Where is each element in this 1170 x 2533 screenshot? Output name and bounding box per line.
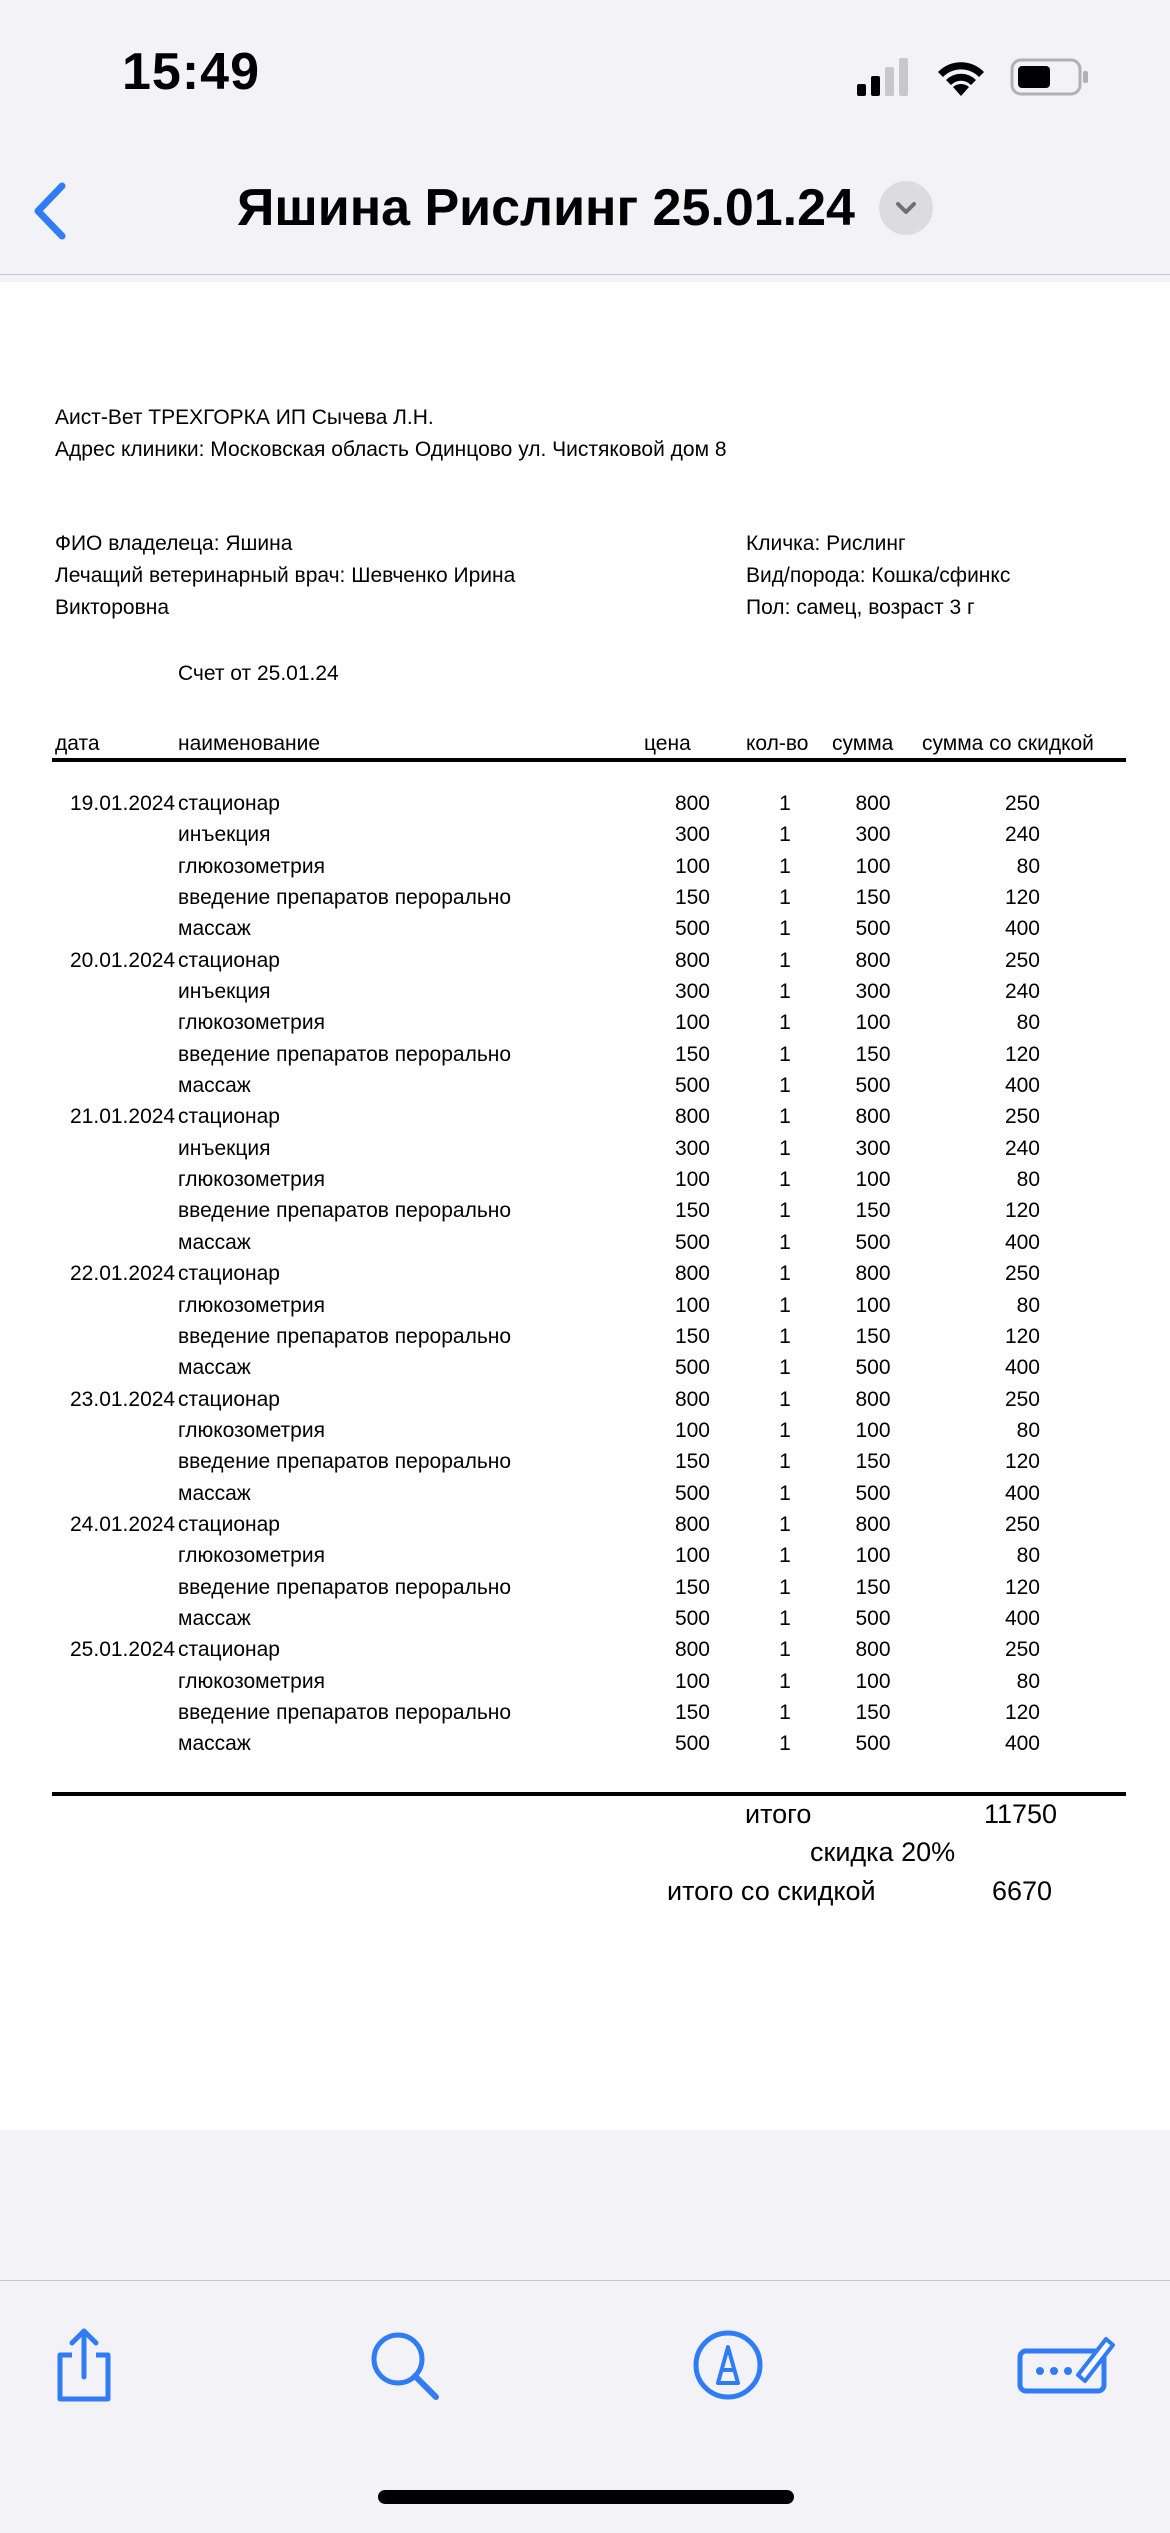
row-price: 500 xyxy=(674,1606,710,1630)
table-row xyxy=(0,790,1170,821)
row-name: введение препаратов перорально xyxy=(178,1575,512,1599)
table-row xyxy=(0,1135,1170,1166)
table-row xyxy=(0,978,1170,1009)
row-name: введение препаратов перорально xyxy=(178,1199,512,1223)
table-row xyxy=(0,1417,1170,1448)
row-qty: 1 xyxy=(779,1168,791,1192)
row-qty: 1 xyxy=(779,854,791,878)
row-discount-sum: 80 xyxy=(1016,1669,1040,1693)
row-price: 100 xyxy=(674,1011,710,1035)
row-sum: 150 xyxy=(855,1324,891,1348)
row-sum: 500 xyxy=(855,917,891,941)
row-qty: 1 xyxy=(779,1700,791,1724)
row-discount-sum: 120 xyxy=(1004,1199,1040,1223)
row-name: стационар xyxy=(178,1387,280,1411)
row-sum: 500 xyxy=(855,1074,891,1098)
table-row xyxy=(0,1636,1170,1667)
row-qty: 1 xyxy=(779,1136,791,1160)
row-date: 25.01.2024 xyxy=(70,1638,176,1662)
row-price: 300 xyxy=(674,1136,710,1160)
row-name: глюкозометрия xyxy=(178,1168,325,1192)
row-name: массаж xyxy=(178,1606,251,1630)
row-qty: 1 xyxy=(779,1324,791,1348)
row-price: 150 xyxy=(674,886,710,910)
row-sum: 500 xyxy=(855,1230,891,1254)
row-qty: 1 xyxy=(779,1293,791,1317)
header-date: дата xyxy=(55,732,100,755)
row-name: массаж xyxy=(178,1074,251,1098)
share-icon[interactable] xyxy=(44,2325,124,2405)
row-name: глюкозометрия xyxy=(178,1544,325,1568)
table-row xyxy=(0,1605,1170,1636)
row-qty: 1 xyxy=(779,886,791,910)
table-row xyxy=(0,884,1170,915)
row-name: инъекция xyxy=(178,1136,271,1160)
title-menu-button[interactable] xyxy=(879,181,933,235)
row-price: 500 xyxy=(674,1230,710,1254)
table-row xyxy=(0,1292,1170,1323)
pet-sex-age: Пол: самец, возраст 3 г xyxy=(746,596,975,619)
row-name: инъекция xyxy=(178,823,271,847)
row-name: стационар xyxy=(178,1262,280,1286)
row-name: массаж xyxy=(178,1230,251,1254)
row-price: 500 xyxy=(674,1481,710,1505)
row-discount-sum: 400 xyxy=(1004,1356,1040,1380)
row-price: 500 xyxy=(674,1356,710,1380)
row-name: введение препаратов перорально xyxy=(178,1450,512,1474)
row-price: 800 xyxy=(674,1105,710,1129)
row-date: 22.01.2024 xyxy=(70,1262,176,1286)
table-row xyxy=(0,1323,1170,1354)
row-price: 150 xyxy=(674,1450,710,1474)
battery-icon xyxy=(1010,58,1090,96)
row-name: введение препаратов перорально xyxy=(178,886,512,910)
row-discount-sum: 250 xyxy=(1004,1387,1040,1411)
row-qty: 1 xyxy=(779,1512,791,1536)
row-sum: 150 xyxy=(855,886,891,910)
row-discount-sum: 80 xyxy=(1016,1293,1040,1317)
table-row xyxy=(0,1448,1170,1479)
row-price: 300 xyxy=(674,980,710,1004)
home-indicator xyxy=(378,2490,794,2504)
row-discount-sum: 400 xyxy=(1004,1481,1040,1505)
row-name: стационар xyxy=(178,1512,280,1536)
row-price: 500 xyxy=(674,1074,710,1098)
table-row xyxy=(0,821,1170,852)
row-qty: 1 xyxy=(779,1356,791,1380)
row-price: 100 xyxy=(674,1544,710,1568)
row-qty: 1 xyxy=(779,1606,791,1630)
row-discount-sum: 400 xyxy=(1004,1230,1040,1254)
table-row xyxy=(0,947,1170,978)
row-name: глюкозометрия xyxy=(178,854,325,878)
row-name: введение препаратов перорально xyxy=(178,1324,512,1348)
row-name: глюкозометрия xyxy=(178,1418,325,1442)
table-row xyxy=(0,1480,1170,1511)
row-date: 24.01.2024 xyxy=(70,1512,176,1536)
header-price: цена xyxy=(644,732,691,755)
row-price: 150 xyxy=(674,1700,710,1724)
row-sum: 100 xyxy=(855,854,891,878)
owner-name: ФИО владелеца: Яшина xyxy=(55,532,293,555)
row-price: 150 xyxy=(674,1324,710,1348)
row-discount-sum: 240 xyxy=(1004,1136,1040,1160)
row-discount-sum: 240 xyxy=(1004,980,1040,1004)
doctor-name-cont: Викторовна xyxy=(55,596,170,619)
row-qty: 1 xyxy=(779,1262,791,1286)
navigation-bar xyxy=(0,150,1170,274)
row-price: 800 xyxy=(674,1512,710,1536)
row-name: глюкозометрия xyxy=(178,1293,325,1317)
header-sum: сумма xyxy=(832,732,894,755)
header-rule xyxy=(52,758,1126,762)
row-price: 100 xyxy=(674,1293,710,1317)
row-qty: 1 xyxy=(779,1074,791,1098)
pet-nickname: Кличка: Рислинг xyxy=(746,532,906,555)
row-sum: 300 xyxy=(855,823,891,847)
row-sum: 800 xyxy=(855,1638,891,1662)
table-row xyxy=(0,1072,1170,1103)
markup-icon[interactable] xyxy=(688,2325,768,2405)
row-qty: 1 xyxy=(779,823,791,847)
row-sum: 150 xyxy=(855,1700,891,1724)
row-price: 100 xyxy=(674,1669,710,1693)
table-row xyxy=(0,1511,1170,1542)
row-qty: 1 xyxy=(779,1669,791,1693)
row-discount-sum: 250 xyxy=(1004,1512,1040,1536)
table-row xyxy=(0,1574,1170,1605)
header-discount-sum: сумма со скидкой xyxy=(922,732,1094,755)
table-row xyxy=(0,915,1170,946)
row-name: массаж xyxy=(178,1732,251,1756)
row-sum: 300 xyxy=(855,980,891,1004)
row-discount-sum: 250 xyxy=(1004,1105,1040,1129)
row-qty: 1 xyxy=(779,1638,791,1662)
doctor-name: Лечащий ветеринарный врач: Шевченко Ирина xyxy=(55,564,516,587)
status-bar xyxy=(0,0,1170,150)
row-sum: 100 xyxy=(855,1544,891,1568)
row-sum: 100 xyxy=(855,1669,891,1693)
wifi-icon xyxy=(933,56,989,98)
row-discount-sum: 400 xyxy=(1004,1074,1040,1098)
row-sum: 800 xyxy=(855,948,891,972)
row-name: введение препаратов перорально xyxy=(178,1700,512,1724)
row-discount-sum: 120 xyxy=(1004,1042,1040,1066)
pet-breed: Вид/порода: Кошка/сфинкс xyxy=(746,564,1011,587)
row-discount-sum: 80 xyxy=(1016,1418,1040,1442)
row-discount-sum: 120 xyxy=(1004,1700,1040,1724)
total-value: 11750 xyxy=(984,1799,1058,1829)
row-sum: 800 xyxy=(855,1105,891,1129)
row-sum: 100 xyxy=(855,1168,891,1192)
table-row xyxy=(0,1699,1170,1730)
row-sum: 800 xyxy=(855,1262,891,1286)
table-row xyxy=(0,1103,1170,1134)
search-icon[interactable] xyxy=(364,2325,444,2405)
row-discount-sum: 400 xyxy=(1004,1732,1040,1756)
row-price: 150 xyxy=(674,1042,710,1066)
row-discount-sum: 120 xyxy=(1004,1450,1040,1474)
row-name: массаж xyxy=(178,1356,251,1380)
row-name: введение препаратов перорально xyxy=(178,1042,512,1066)
row-sum: 100 xyxy=(855,1011,891,1035)
document-page xyxy=(0,282,1170,2130)
cellular-signal-icon xyxy=(855,58,915,96)
row-name: стационар xyxy=(178,948,280,972)
row-name: глюкозометрия xyxy=(178,1669,325,1693)
invoice-table-body xyxy=(0,790,1170,1762)
row-qty: 1 xyxy=(779,1575,791,1599)
row-name: массаж xyxy=(178,917,251,941)
document-title xyxy=(0,178,1170,238)
row-qty: 1 xyxy=(779,1732,791,1756)
row-discount-sum: 80 xyxy=(1016,1544,1040,1568)
table-row xyxy=(0,1386,1170,1417)
row-price: 800 xyxy=(674,1638,710,1662)
row-price: 100 xyxy=(674,1168,710,1192)
invoice-title: Счет от 25.01.24 xyxy=(178,662,339,685)
row-sum: 100 xyxy=(855,1418,891,1442)
row-discount-sum: 250 xyxy=(1004,1638,1040,1662)
row-sum: 300 xyxy=(855,1136,891,1160)
row-name: стационар xyxy=(178,1638,280,1662)
row-qty: 1 xyxy=(779,1011,791,1035)
discount-label: скидка 20% xyxy=(810,1837,956,1867)
table-row xyxy=(0,1009,1170,1040)
table-row xyxy=(0,1166,1170,1197)
row-discount-sum: 250 xyxy=(1004,792,1040,815)
row-name: стационар xyxy=(178,792,280,815)
row-qty: 1 xyxy=(779,1418,791,1442)
row-discount-sum: 250 xyxy=(1004,1262,1040,1286)
row-price: 800 xyxy=(674,948,710,972)
row-qty: 1 xyxy=(779,1199,791,1223)
table-row xyxy=(0,1041,1170,1072)
document-title-text: Яшина Рислинг 25.01.24 xyxy=(237,179,855,237)
row-price: 100 xyxy=(674,854,710,878)
row-qty: 1 xyxy=(779,917,791,941)
row-date: 21.01.2024 xyxy=(70,1105,176,1129)
row-price: 500 xyxy=(674,917,710,941)
header-qty: кол-во xyxy=(746,732,809,755)
row-price: 800 xyxy=(674,1262,710,1286)
row-sum: 500 xyxy=(855,1356,891,1380)
row-price: 150 xyxy=(674,1575,710,1599)
row-qty: 1 xyxy=(779,1450,791,1474)
row-name: глюкозометрия xyxy=(178,1011,325,1035)
row-sum: 800 xyxy=(855,792,891,815)
row-qty: 1 xyxy=(779,792,791,815)
nav-separator xyxy=(0,274,1170,275)
row-discount-sum: 120 xyxy=(1004,1324,1040,1348)
form-icon[interactable] xyxy=(1016,2325,1116,2405)
row-price: 100 xyxy=(674,1418,710,1442)
row-sum: 500 xyxy=(855,1606,891,1630)
row-discount-sum: 80 xyxy=(1016,1011,1040,1035)
row-price: 500 xyxy=(674,1732,710,1756)
row-sum: 150 xyxy=(855,1575,891,1599)
row-qty: 1 xyxy=(779,1230,791,1254)
row-qty: 1 xyxy=(779,1105,791,1129)
table-row xyxy=(0,1260,1170,1291)
row-date: 20.01.2024 xyxy=(70,948,176,972)
total-label: итого xyxy=(745,1799,812,1829)
discounted-total-value: 6670 xyxy=(992,1876,1053,1906)
row-qty: 1 xyxy=(779,1544,791,1568)
row-discount-sum: 120 xyxy=(1004,1575,1040,1599)
status-time: 15:49 xyxy=(122,43,260,101)
row-discount-sum: 400 xyxy=(1004,917,1040,941)
row-discount-sum: 80 xyxy=(1016,854,1040,878)
row-price: 800 xyxy=(674,1387,710,1411)
row-qty: 1 xyxy=(779,948,791,972)
row-discount-sum: 250 xyxy=(1004,948,1040,972)
row-discount-sum: 240 xyxy=(1004,823,1040,847)
table-row xyxy=(0,1354,1170,1385)
table-row xyxy=(0,1730,1170,1761)
clinic-address: Адрес клиники: Московская область Одинцово ул. Чистяковой дом 8 xyxy=(55,438,727,461)
row-sum: 150 xyxy=(855,1042,891,1066)
row-sum: 100 xyxy=(855,1293,891,1317)
row-sum: 150 xyxy=(855,1199,891,1223)
row-qty: 1 xyxy=(779,1042,791,1066)
chevron-down-icon xyxy=(891,193,921,223)
row-qty: 1 xyxy=(779,980,791,1004)
row-sum: 500 xyxy=(855,1732,891,1756)
table-row xyxy=(0,1668,1170,1699)
row-date: 19.01.2024 xyxy=(70,792,176,815)
row-qty: 1 xyxy=(779,1387,791,1411)
discounted-total-label: итого со скидкой xyxy=(667,1876,876,1906)
table-row xyxy=(0,1542,1170,1573)
row-sum: 500 xyxy=(855,1481,891,1505)
clinic-name: Аист-Вет ТРЕХГОРКА ИП Сычева Л.Н. xyxy=(55,406,434,429)
row-discount-sum: 400 xyxy=(1004,1606,1040,1630)
row-name: массаж xyxy=(178,1481,251,1505)
row-price: 300 xyxy=(674,823,710,847)
row-date: 23.01.2024 xyxy=(70,1387,176,1411)
row-price: 800 xyxy=(674,792,710,815)
table-row xyxy=(0,1197,1170,1228)
table-row xyxy=(0,1229,1170,1260)
table-row xyxy=(0,853,1170,884)
row-sum: 150 xyxy=(855,1450,891,1474)
header-name: наименование xyxy=(178,732,321,755)
row-price: 150 xyxy=(674,1199,710,1223)
row-sum: 800 xyxy=(855,1512,891,1536)
row-discount-sum: 120 xyxy=(1004,886,1040,910)
row-name: инъекция xyxy=(178,980,271,1004)
row-sum: 800 xyxy=(855,1387,891,1411)
totals-rule xyxy=(52,1792,1126,1796)
row-qty: 1 xyxy=(779,1481,791,1505)
row-name: стационар xyxy=(178,1105,280,1129)
row-discount-sum: 80 xyxy=(1016,1168,1040,1192)
